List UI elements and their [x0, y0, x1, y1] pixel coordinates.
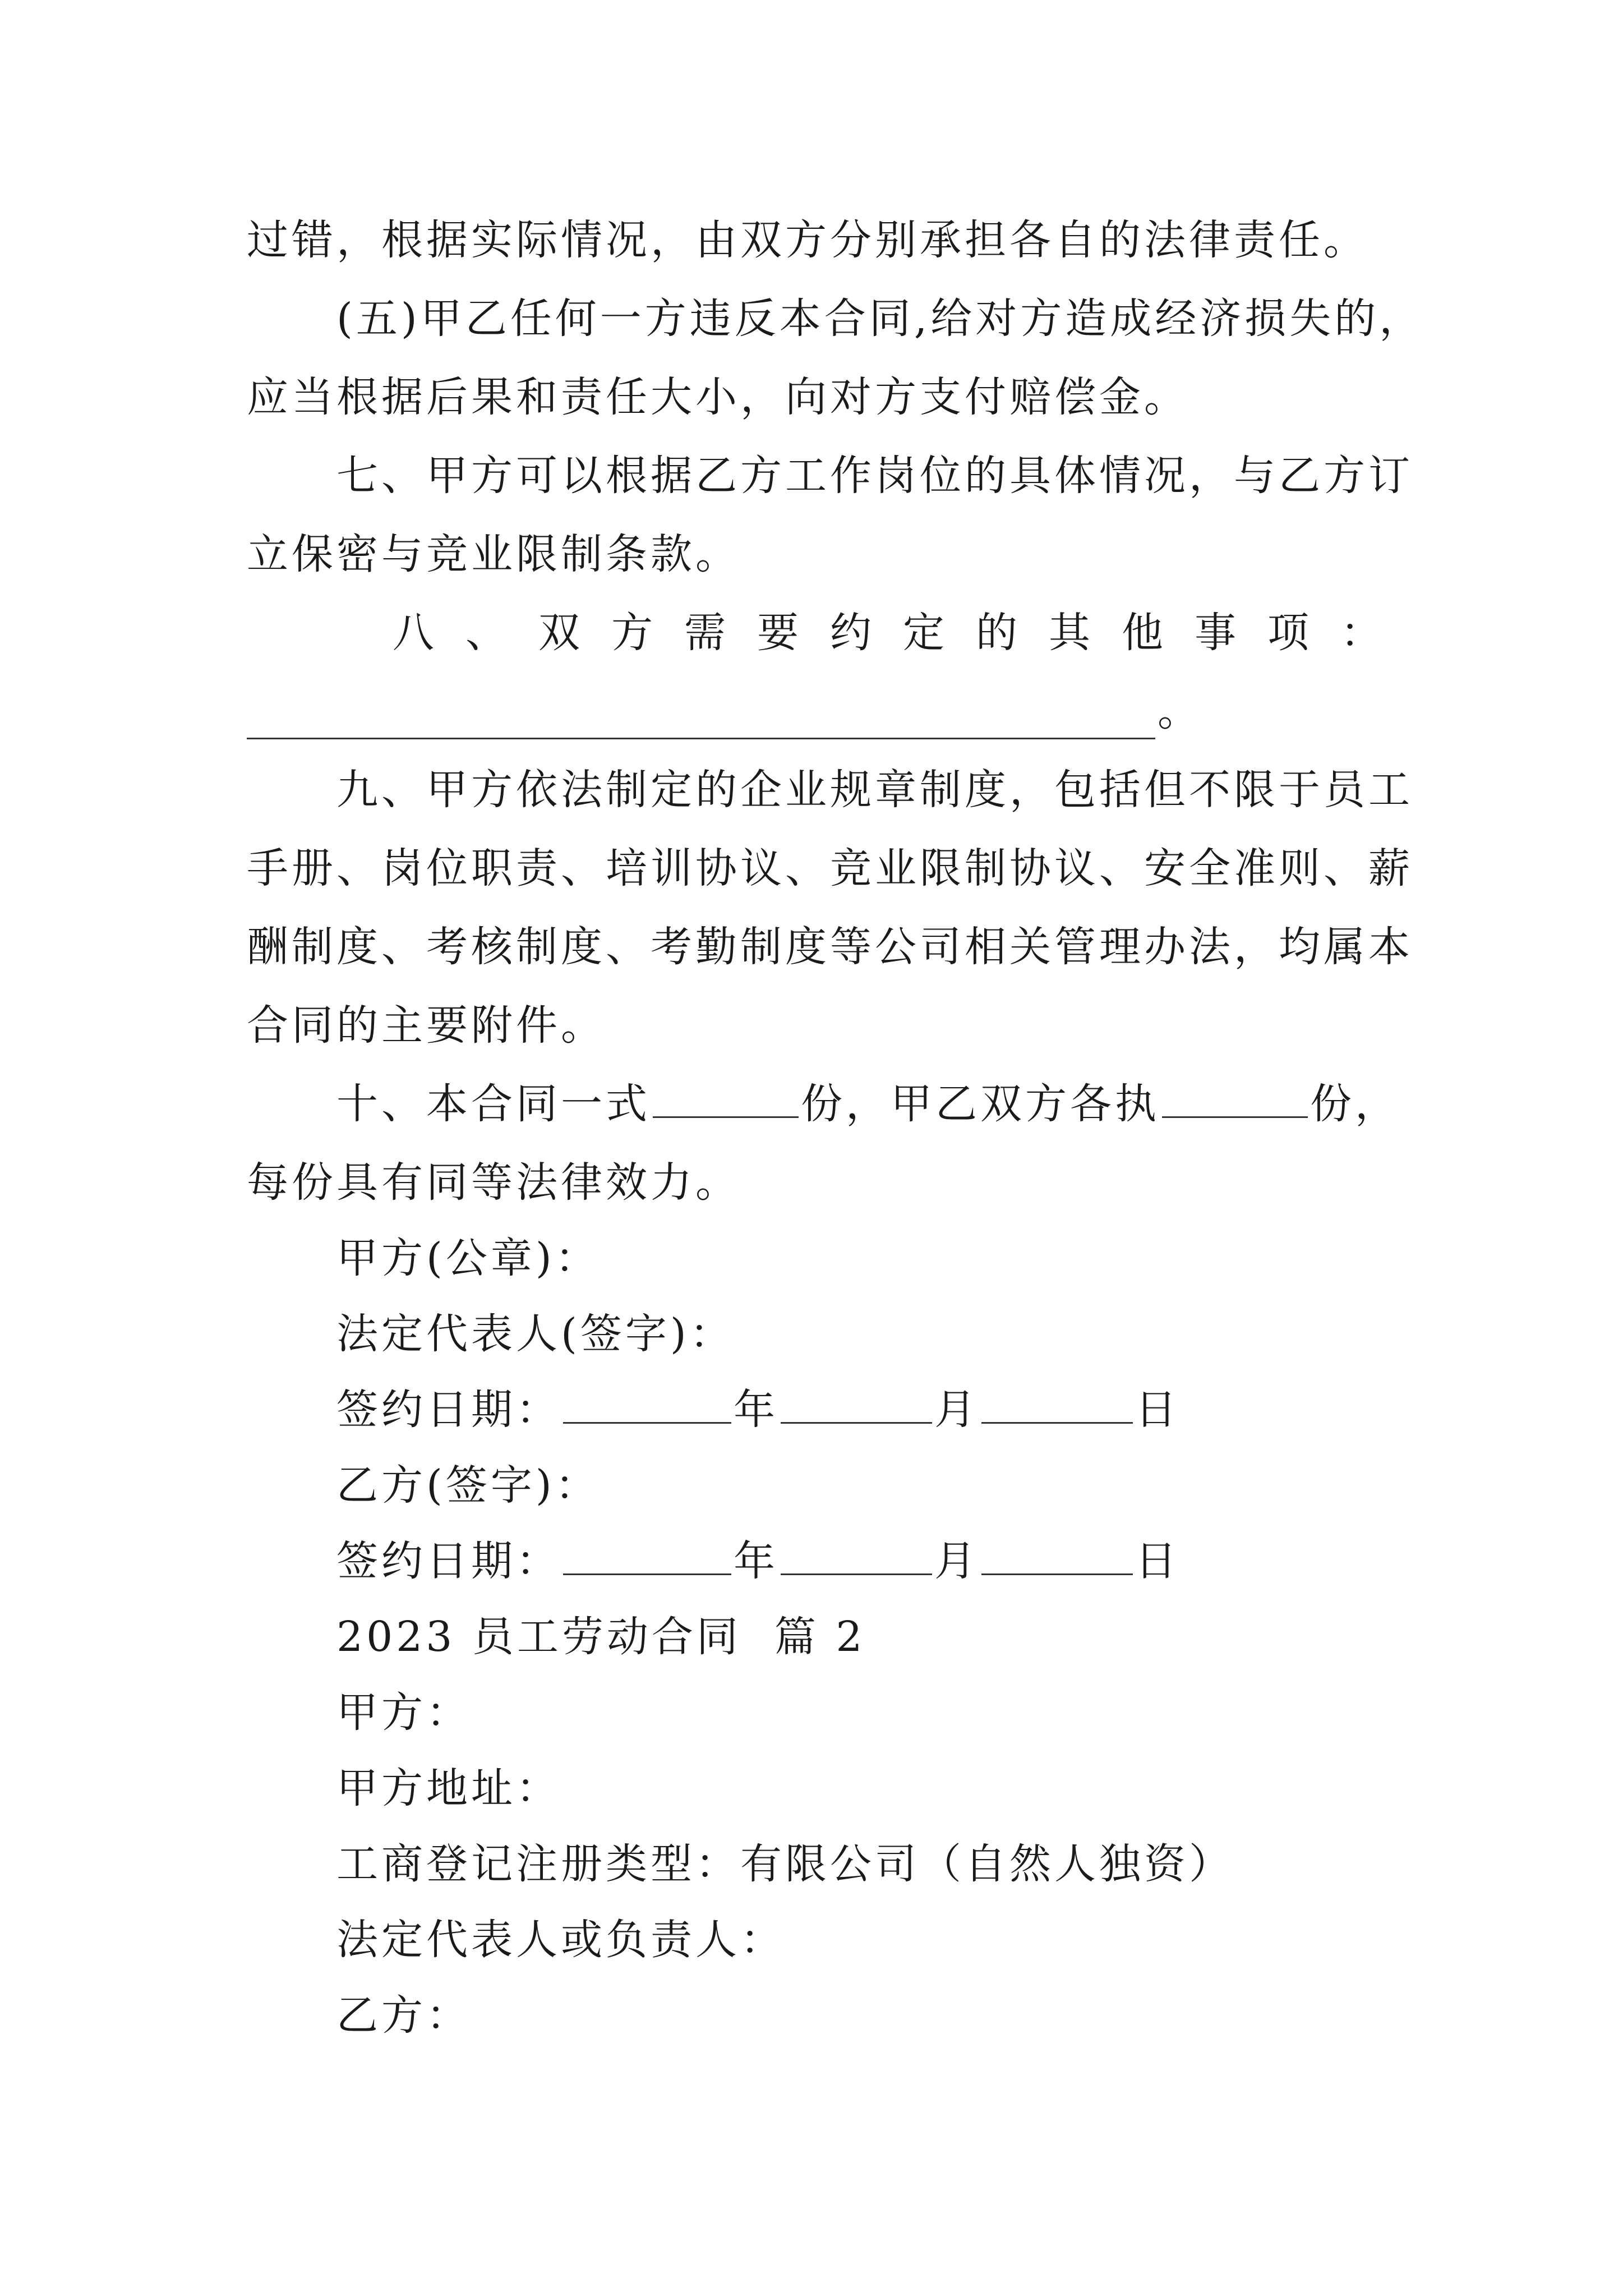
spread-char: 项	[1267, 609, 1312, 657]
day-label: 日	[1135, 1386, 1180, 1434]
paragraph-line: 酬制度、考核制度、考勤制度等公司相关管理办法，均属本	[247, 923, 1413, 971]
sign-date-line	[336, 1382, 1492, 1438]
paragraph-line-spread	[393, 605, 1385, 661]
field-line: 乙方：	[336, 1991, 471, 2040]
blank-underline	[781, 1382, 932, 1424]
blank-underline	[781, 1533, 932, 1575]
blank-underline	[563, 1382, 731, 1424]
paragraph-line: 每份具有同等法律效力。	[247, 1158, 740, 1207]
spread-char: 的	[976, 609, 1021, 657]
fill-in-line	[247, 683, 1199, 739]
blank-underline	[1162, 1076, 1308, 1118]
blank-underline	[653, 1076, 799, 1118]
paragraph-line	[336, 1076, 1492, 1132]
field-line: 工商登记注册类型：有限公司（自然人独资）	[336, 1840, 1234, 1888]
spread-char: 八	[393, 609, 437, 657]
paragraph-line: 过错，根据实际情况，由双方分别承担各自的法律责任。	[247, 216, 1368, 264]
spread-char: ：	[1340, 609, 1385, 657]
spread-char: 要	[757, 609, 802, 657]
text-run: 份，甲乙双方各执	[801, 1080, 1160, 1128]
paragraph-line: 九、甲方依法制定的企业规章制度，包括但不限于员工	[336, 766, 1413, 814]
section-title: 2023 员工劳动合同 篇 2	[336, 1613, 866, 1661]
day-label: 日	[1135, 1537, 1180, 1585]
blank-underline	[563, 1533, 731, 1575]
spread-char: 事	[1195, 609, 1239, 657]
paragraph-line: 应当根据后果和责任大小，向对方支付赔偿金。	[247, 373, 1189, 421]
sign-date-line	[336, 1533, 1492, 1589]
paragraph-line: 手册、岗位职责、培训协议、竞业限制协议、安全准则、薪	[247, 844, 1413, 892]
signature-line: 甲方(公章)：	[336, 1234, 600, 1282]
field-line: 甲方地址：	[336, 1764, 561, 1812]
year-label: 年	[734, 1537, 778, 1585]
spread-char: 双	[538, 609, 583, 657]
blank-underline	[981, 1382, 1133, 1424]
spread-char: 方	[611, 609, 656, 657]
blank-underline	[981, 1533, 1133, 1575]
paragraph-line: 合同的主要附件。	[247, 1001, 606, 1050]
spread-char: 需	[684, 609, 729, 657]
signature-line: 法定代表人(签字)：	[336, 1310, 735, 1358]
spread-char: 他	[1122, 609, 1166, 657]
line-end-punct: 。	[1158, 687, 1199, 735]
signature-line: 乙方(签字)：	[336, 1461, 600, 1510]
sign-date-label: 签约日期：	[336, 1537, 561, 1585]
spread-char: 定	[903, 609, 948, 657]
paragraph-line: 七、甲方可以根据乙方工作岗位的具体情况，与乙方订	[336, 452, 1413, 500]
spread-char: 、	[465, 609, 510, 657]
paragraph-line: 立保密与竞业限制条款。	[247, 530, 740, 578]
text-run: 份，	[1310, 1080, 1400, 1128]
blank-underline	[247, 703, 1155, 739]
year-label: 年	[734, 1386, 778, 1434]
field-line: 法定代表人或负责人：	[336, 1916, 785, 1964]
month-label: 月	[934, 1386, 979, 1434]
spread-char: 其	[1049, 609, 1094, 657]
field-line: 甲方：	[336, 1688, 471, 1737]
sign-date-label: 签约日期：	[336, 1386, 561, 1434]
spread-char: 约	[830, 609, 875, 657]
month-label: 月	[934, 1537, 979, 1585]
text-run: 十、本合同一式	[336, 1080, 651, 1128]
paragraph-line: (五)甲乙任何一方违反本合同,给对方造成经济损失的，	[336, 295, 1424, 343]
